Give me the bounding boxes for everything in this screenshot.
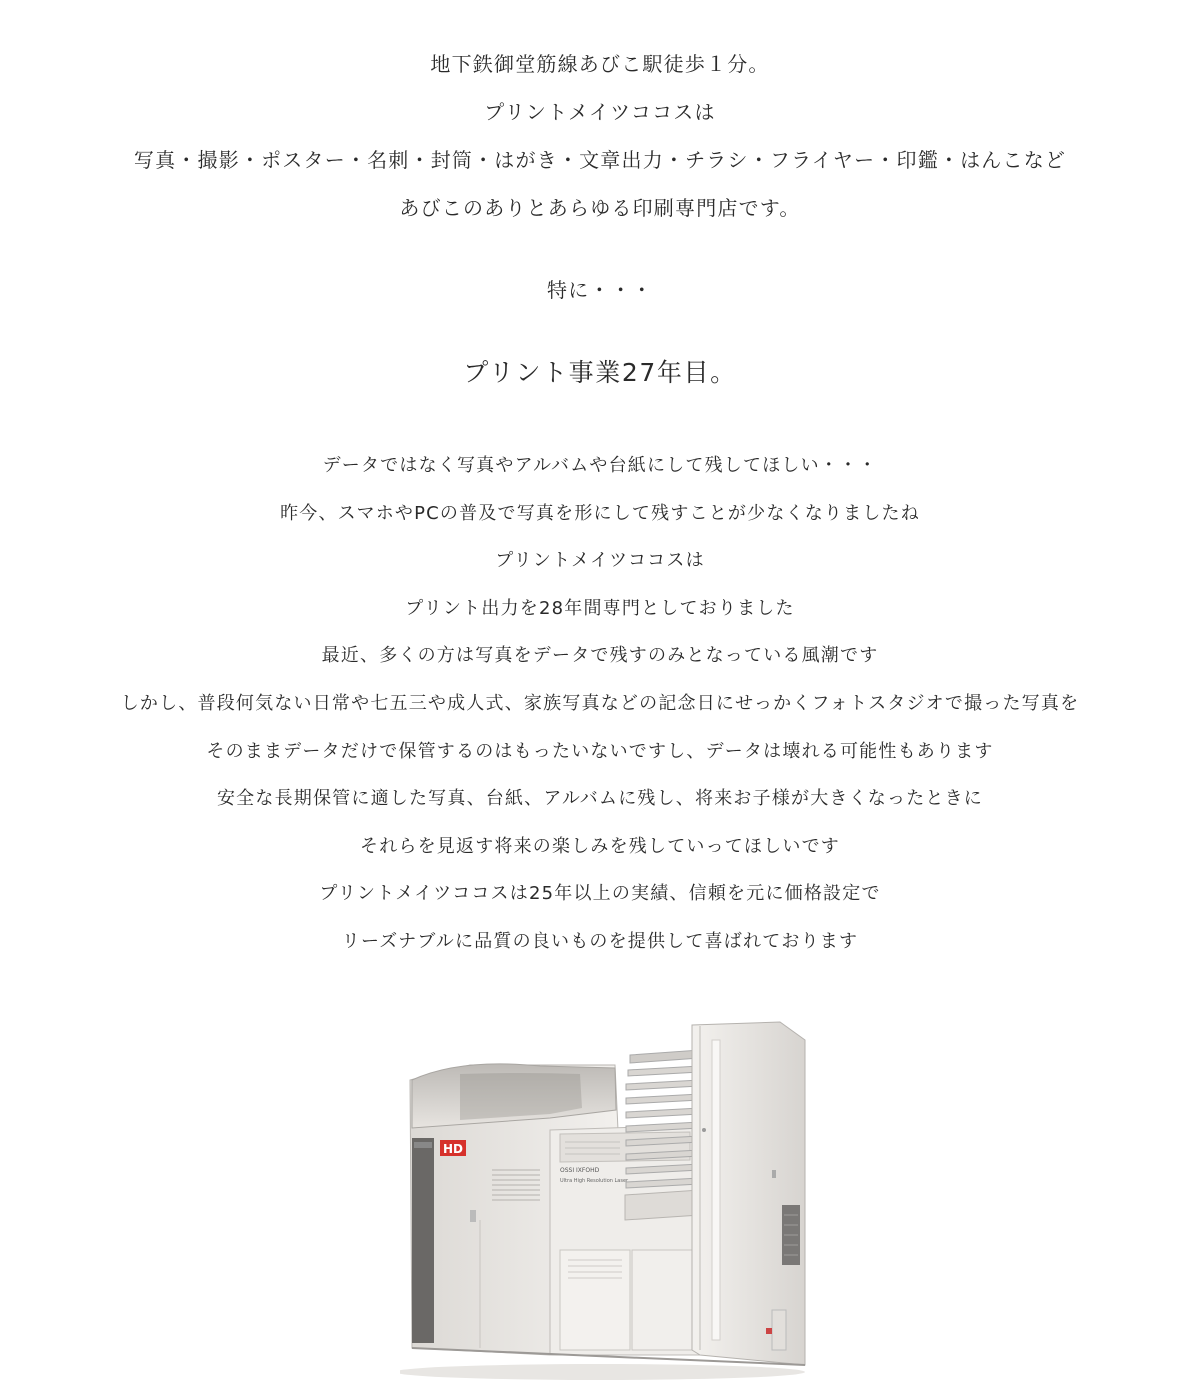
printer-tower-strip [712, 1040, 720, 1340]
printer-base-panel [772, 1310, 786, 1350]
printer-dark-panel [412, 1138, 434, 1343]
headline: プリント事業27年目。 [463, 358, 737, 387]
printer-right-tower [692, 1022, 805, 1365]
photo-printer-illustration [400, 1010, 820, 1385]
body-line: データではなく写真やアルバムや台紙にして残してほしい・・・ [322, 455, 878, 476]
spacer [0, 220, 1200, 278]
printer-handle [470, 1210, 476, 1222]
floor-shadow [400, 1364, 805, 1380]
body-line: リーズナブルに品質の良いものを提供して喜ばれております [341, 930, 859, 952]
body-line: 安全な長期保管に適した写真、台紙、アルバムに残し、将来お子様が大きくなったときに [216, 788, 983, 810]
body-line: プリントメイツココスは [495, 550, 705, 572]
body-line: プリント出力を28年間専門としておりました [405, 597, 795, 619]
intro-block [0, 0, 1200, 220]
printer-sorter-trays [626, 1050, 700, 1188]
intro-line-description: あびこのありとあらゆる印刷専門店です。 [399, 196, 801, 220]
spacer [0, 388, 1200, 455]
emphasis-text: 特に・・・ [547, 278, 653, 302]
body-line: それらを見返す将来の楽しみを残していってほしいです [360, 835, 840, 857]
body-line: 昨今、スマホやPCの普及で写真を形にして残すことが少なくなりましたね [280, 502, 920, 524]
printer-output-tray [625, 1190, 700, 1220]
printer-lower-door-left [560, 1250, 630, 1350]
photo-printer-image [400, 1010, 820, 1385]
printer-vent [492, 1170, 540, 1200]
intro-line-services: 写真・撮影・ポスター・名刺・封筒・はがき・文章出力・チラシ・フライヤー・印鑑・はんこなど [133, 148, 1067, 172]
body-line: プリントメイツココスは25年以上の実績、信頼を元に価格設定で [319, 883, 881, 905]
printer-model-label: Ultra High Resolution Laser [560, 1178, 629, 1184]
body-block [0, 455, 1200, 953]
spacer [0, 302, 1200, 358]
hd-badge-label: HD [442, 1142, 464, 1156]
printer-tower-latch [772, 1170, 776, 1178]
intro-line-access: 地下鉄御堂筋線あびこ駅徒歩１分。 [430, 52, 770, 76]
intro-line-shop-name: プリントメイツココスは [484, 100, 716, 124]
body-line: 最近、多くの方は写真をデータで残すのみとなっている風潮です [321, 645, 879, 667]
printer-brand-label: OSSI IXFOHD [560, 1167, 600, 1174]
printer-panel-slot [414, 1142, 432, 1148]
printer-lower-door-right [632, 1250, 700, 1350]
body-line: そのままデータだけで保管するのはもったいないですし、データは壊れる可能性もあります [206, 740, 994, 762]
body-line: しかし、普段何気ない日常や七五三や成人式、家族写真などの記念日にせっかくフォトスタジオで撮った写真を [120, 692, 1080, 714]
printer-tower-light [702, 1128, 706, 1132]
printer-indicator [766, 1328, 772, 1334]
